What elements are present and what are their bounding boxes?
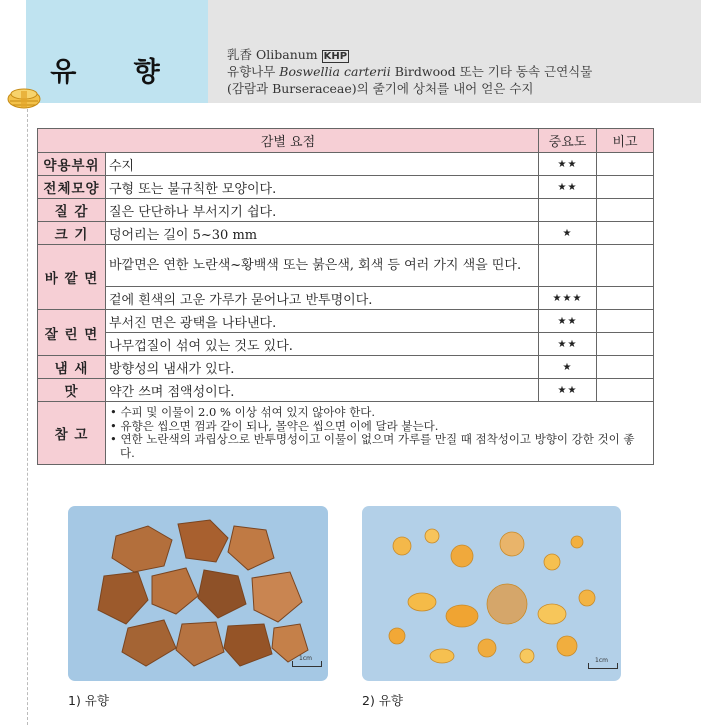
row-label: 냄 새 bbox=[38, 356, 106, 379]
remarks-cell bbox=[597, 310, 654, 333]
margin-dash-line bbox=[27, 104, 28, 725]
herb-bundle-icon bbox=[6, 85, 42, 113]
remarks-cell bbox=[597, 356, 654, 379]
scale-label: 1cm bbox=[595, 657, 608, 664]
photo-olibanum-2 bbox=[362, 506, 621, 681]
note-item: • 수피 및 이물이 2.0 % 이상 섞여 있지 않아야 한다. bbox=[110, 405, 376, 419]
row-label: 참 고 bbox=[38, 402, 106, 465]
row-text: 질은 단단하나 부서지기 쉽다. bbox=[106, 199, 539, 222]
resin-tears-image bbox=[362, 506, 621, 681]
origin-plant: 유향나무 bbox=[227, 64, 276, 79]
header-line-2 bbox=[227, 63, 592, 80]
hanja-name: 乳香 bbox=[227, 47, 253, 62]
remarks-cell bbox=[597, 379, 654, 402]
row-label: 전체모양 bbox=[38, 176, 106, 199]
figure-caption-2: 2) 유향 bbox=[362, 693, 403, 708]
table-row bbox=[38, 176, 654, 199]
importance-stars bbox=[539, 199, 597, 222]
table-row bbox=[38, 245, 654, 287]
page-title: 유 향 bbox=[50, 57, 184, 88]
khp-badge: KHP bbox=[323, 51, 348, 62]
row-text: 바깥면은 연한 노란색~황백색 또는 붉은색, 회색 등 여러 가지 색을 띤다. bbox=[106, 245, 539, 287]
col-header-importance: 중요도 bbox=[539, 129, 597, 153]
importance-stars: ★★ bbox=[539, 333, 597, 356]
row-text: 구형 또는 불규칙한 모양이다. bbox=[106, 176, 539, 199]
importance-stars: ★ bbox=[539, 356, 597, 379]
remarks-cell bbox=[597, 287, 654, 310]
row-label: 약용부위 bbox=[38, 153, 106, 176]
importance-stars: ★★ bbox=[539, 379, 597, 402]
table-row bbox=[38, 287, 654, 310]
identification-table bbox=[37, 128, 654, 465]
row-label: 질 감 bbox=[38, 199, 106, 222]
importance-stars: ★★★ bbox=[539, 287, 597, 310]
table-header-row bbox=[38, 129, 654, 153]
note-item: • 유향은 씹으면 껌과 같이 되나, 몰약은 씹으면 이에 달라 붙는다. bbox=[110, 418, 439, 433]
remarks-cell bbox=[597, 153, 654, 176]
remarks-cell bbox=[597, 222, 654, 245]
importance-stars: ★ bbox=[539, 222, 597, 245]
table-row bbox=[38, 333, 654, 356]
col-header-remarks: 비고 bbox=[597, 129, 654, 153]
col-header-points: 감별 요점 bbox=[38, 129, 539, 153]
importance-stars: ★★ bbox=[539, 176, 597, 199]
row-text: 방향성의 냄새가 있다. bbox=[106, 356, 539, 379]
row-text: 나무껍질이 섞여 있는 것도 있다. bbox=[106, 333, 539, 356]
row-label: 잘 린 면 bbox=[38, 310, 106, 356]
table-row bbox=[38, 310, 654, 333]
row-text: 겉에 흰색의 고운 가루가 묻어나고 반투명이다. bbox=[106, 287, 539, 310]
table-row-notes bbox=[38, 402, 654, 465]
importance-stars bbox=[539, 245, 597, 287]
figure-caption-1: 1) 유향 bbox=[68, 693, 109, 708]
row-label: 바 깥 면 bbox=[38, 245, 106, 310]
table-row bbox=[38, 199, 654, 222]
remarks-cell bbox=[597, 176, 654, 199]
table-row bbox=[38, 356, 654, 379]
row-text: 수지 bbox=[106, 153, 539, 176]
table-row bbox=[38, 222, 654, 245]
row-label: 맛 bbox=[38, 379, 106, 402]
row-text: 부서진 면은 광택을 나타낸다. bbox=[106, 310, 539, 333]
remarks-cell bbox=[597, 199, 654, 222]
scale-label: 1cm bbox=[299, 655, 312, 662]
table-row bbox=[38, 379, 654, 402]
latin-name: Olibanum bbox=[256, 47, 318, 62]
table-row bbox=[38, 153, 654, 176]
row-label: 크 기 bbox=[38, 222, 106, 245]
photo-olibanum-1 bbox=[68, 506, 328, 681]
importance-stars: ★★ bbox=[539, 310, 597, 333]
note-item: • 연한 노란색의 과립상으로 반투명성이고 이물이 없으며 가루를 만질 때 점착성이고 방향이 강한 것이 좋다. bbox=[110, 432, 635, 460]
row-text: 약간 쓰며 점액성이다. bbox=[106, 379, 539, 402]
header-line-3: (감람과 Burseraceae)의 줄기에 상처를 내어 얻은 수지 bbox=[227, 81, 534, 96]
resin-lumps-image bbox=[68, 506, 328, 681]
species-name: Boswellia carterii bbox=[279, 64, 391, 79]
row-text: 덩어리는 길이 5~30 mm bbox=[106, 222, 539, 245]
remarks-cell bbox=[597, 245, 654, 287]
origin-detail: Birdwood 또는 기타 동속 근연식물 bbox=[394, 64, 593, 79]
notes-cell bbox=[106, 402, 654, 465]
importance-stars: ★★ bbox=[539, 153, 597, 176]
remarks-cell bbox=[597, 333, 654, 356]
